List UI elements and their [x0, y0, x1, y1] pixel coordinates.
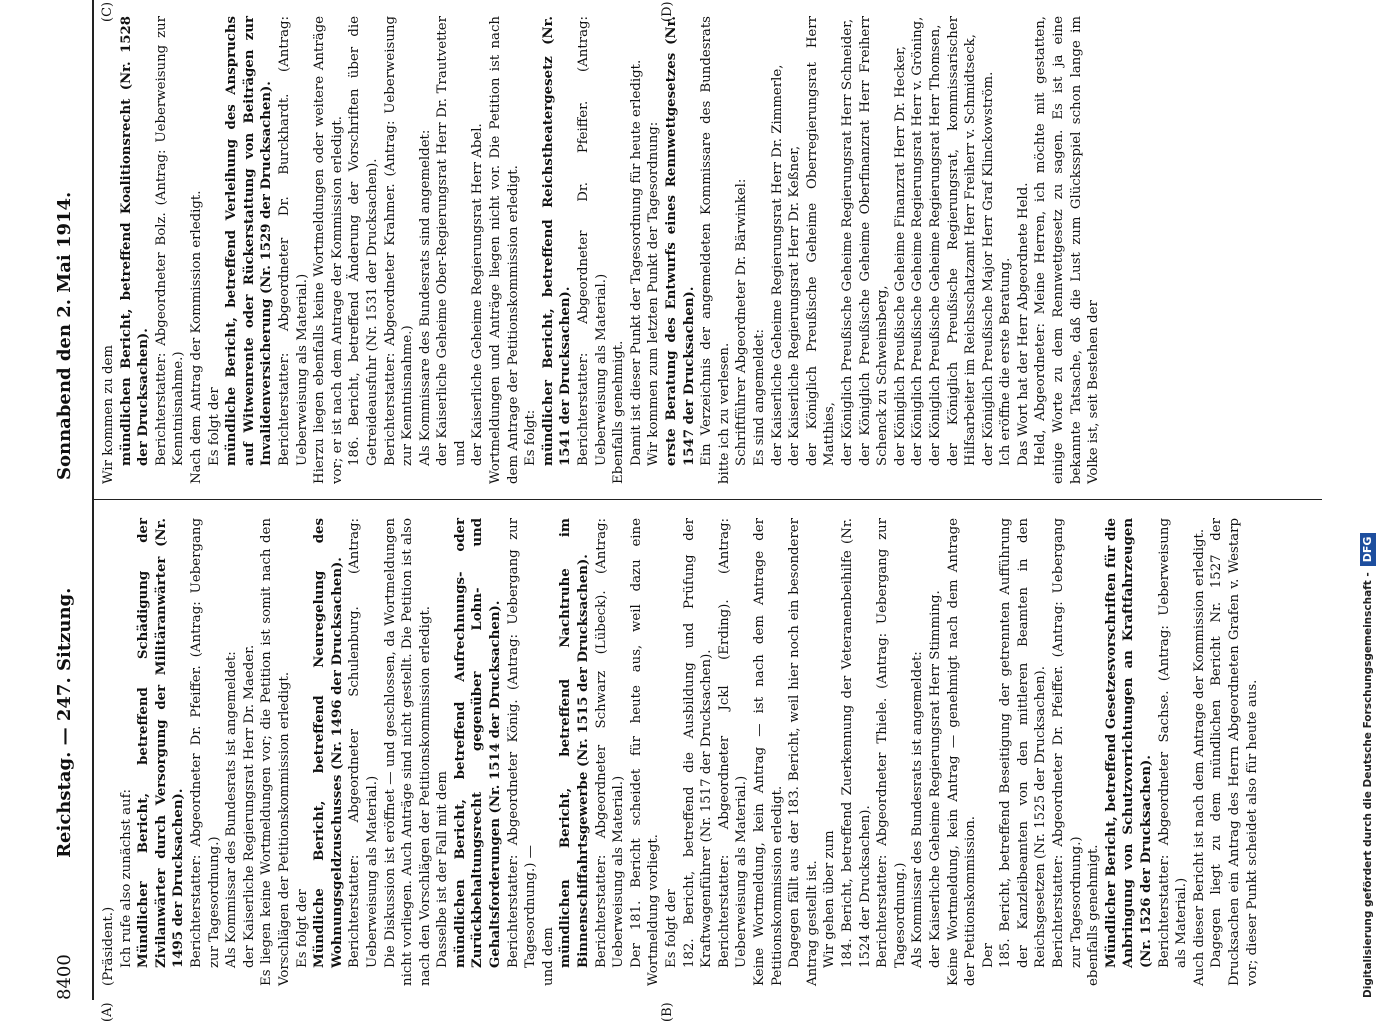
- left-running-title: Reichstag. — 247. Sitzung.: [54, 587, 75, 858]
- left-column: [100, 518, 1261, 986]
- paragraph: mündlichen Bericht, betreffend Nachtruhe im Binnenschiffahrtsgewerbe (Nr. 1515 der Drucksachen).: [558, 518, 592, 968]
- paragraph: 185. Bericht, betreffend Beseitigung der getrennten Aufführung der Kanzleibeamten von den mittleren Beamten in den Reichsgesetzen (Nr. 1525 der Drucksachen).: [998, 518, 1049, 968]
- paragraph: der Kaiserliche Geheime Regierungsrat Herr Stimming.: [927, 590, 943, 968]
- page-number: 8400: [54, 954, 75, 1000]
- paragraph: Als Kommissar des Bundesrats ist angemeldet:: [224, 651, 240, 968]
- paragraph: mündlicher Bericht, betreffend Reichstheatergesetz (Nr. 1541 der Drucksachen).: [540, 16, 574, 466]
- paragraph: Es folgt der: [664, 889, 679, 968]
- paragraph: der Königlich Preußische Geheime Regierungsrat Herr Thomsen,: [927, 24, 943, 466]
- dfg-logo: DFG: [1360, 533, 1376, 567]
- paragraph: Als Kommissare des Bundesrats sind angemeldet:: [417, 129, 433, 466]
- paragraph: Es sind angemeldet:: [751, 329, 767, 466]
- paragraph: der Kaiserliche Geheime Ober-Regierungsrat Herr Dr. Trautvetter und: [435, 16, 468, 466]
- paragraph: Berichterstatter: Abgeordneter Schwarz (Lübeck). (Antrag: Ueberweisung als Material.): [593, 518, 627, 968]
- paragraph: Berichterstatter: Abgeordneter Thiele. (Antrag: Uebergang zur Tagesordnung.): [875, 518, 908, 968]
- paragraph: Es folgt:: [523, 409, 539, 466]
- paragraph: Berichterstatter: Abgeordneter Jckl (Erding). (Antrag: Ueberweisung als Material.): [716, 518, 750, 968]
- paragraph: 184. Bericht, betreffend Zuerkennung der Veteranenbeihilfe (Nr. 1524 der Drucksachen).: [839, 518, 873, 968]
- paragraph: der Königlich Preußische Geheime Oberregierungsrat Herr Matthies,: [804, 16, 838, 466]
- paragraph: 182. Bericht, betreffend die Ausbildung und Prüfung der Kraftwagenführer (Nr. 1517 der Drucksachen).: [681, 518, 715, 968]
- paragraph: Held, Abgeordneter: Meine Herren, ich möchte mit gestatten, einige Worte zu dem Rennwettgesetz zu sagen. Es ist ja eine bekannte Tatsache, daß die Lust zum Glücksspiel schon lange im Volke ist, seit Bestehen der: [1033, 16, 1102, 484]
- paragraph: erste Beratung des Entwurfs eines Rennwettgesetzes (Nr. 1547 der Drucksachen).: [664, 16, 697, 466]
- paragraph: Keine Wortmeldung, kein Antrag — genehmigt nach dem Antrage der Petitionskommission.: [945, 518, 979, 986]
- paragraph: Auch dieser Bericht ist nach dem Antrage der Kommission erledigt.: [1191, 528, 1207, 986]
- paragraph: Berichterstatter: Abgeordneter Sachse. (Antrag: Ueberweisung als Material.): [1156, 518, 1190, 968]
- paragraph: Berichterstatter: Abgeordneter Dr. Burckhardt. (Antrag: Ueberweisung als Material.): [276, 16, 310, 466]
- paragraph: Berichterstatter: Abgeordneter Dr. Pfeiffer. (Antrag: Uebergang zur Tagesordnung.): [1051, 518, 1084, 968]
- paragraph: Dagegen liegt zu dem mündlichen Bericht Nr. 1527 der Drucksachen ein Antrag des Herrn Abgeordneten Grafen v. Westarp vor; dieser Punkt scheidet also für heute aus.: [1209, 518, 1260, 986]
- paragraph: der Kaiserliche Geheime Regierungsrat Herr Abel.: [470, 123, 486, 466]
- paragraph: mündliche Bericht, betreffend Verleihung des Anspruchs auf Witwenrente oder Rückerstattung von Beiträgen zur Invalidenversicherung (Nr. 1529 der Drucksachen).: [224, 16, 275, 466]
- paragraph: der Königlich Preußische Geheime Oberfinanzrat Herr Freiherr Schenck zu Schweinsberg,: [857, 16, 891, 466]
- paragraph: 186. Bericht, betreffend Änderung der Vorschriften über die Getreideausfuhr (Nr. 1531 der Drucksachen).: [347, 16, 380, 466]
- paragraph: Es folgt der: [294, 889, 310, 968]
- paragraph: Berichterstatter: Abgeordneter Krahmer. (Antrag: Ueberweisung zur Kenntnisnahme.): [382, 16, 416, 466]
- paragraph: Berichterstatter: Abgeordneter König. (Antrag: Uebergang zur Tagesordnung.) —: [505, 518, 539, 968]
- paragraph: Ich eröffne die erste Beratung.: [998, 257, 1014, 466]
- paragraph: mündlichen Bericht, betreffend Koalitionsrecht (Nr. 1528 der Drucksachen).: [118, 16, 152, 466]
- right-running-title: Sonnabend den 2. Mai 1914.: [54, 191, 75, 480]
- paragraph: Mündlicher Bericht, betreffend Gesetzesvorschriften für die Anbringung von Schutzvorrichtungen an Kraftfahrzeugen (Nr. 1526 der Drucksachen).: [1103, 518, 1155, 968]
- paragraph: Schriftführer Abgeordneter Dr. Bärwinkel:: [734, 178, 750, 466]
- paragraph: der Königlich Preußische Geheime Finanzrat Herr Dr. Hecker,: [892, 45, 908, 466]
- right-column: [100, 16, 1103, 484]
- paragraph: Wir gehen über zum: [822, 830, 838, 968]
- paragraph: Es liegen keine Wortmeldungen vor; die Petition ist somit nach den Vorschlägen der Petitionskommission erledigt.: [259, 518, 292, 986]
- paragraph: der Königlich Preußische Geheime Regierungsrat Herr Schneider,: [839, 18, 855, 466]
- paragraph: Mündlicher Bericht, betreffend Schädigung der Zivilanwärter durch Versorgung der Militäranwärter (Nr. 1495 der Drucksachen).: [136, 518, 187, 968]
- paragraph: Dagegen fällt aus der 183. Bericht, weil hier noch ein besonderer Antrag gestellt ist.: [787, 518, 820, 986]
- paragraph: Damit ist dieser Punkt der Tagesordnung für heute erledigt.: [628, 59, 644, 466]
- rotated-page: [40, 0, 1340, 1022]
- paragraph: Keine Wortmeldung, kein Antrag — ist nach dem Antrage der Petitionskommission erledigt.: [751, 518, 785, 986]
- paragraph: Hierzu liegen ebenfalls keine Wortmeldungen oder weitere Anträge vor; er ist nach dem Antrage der Kommission erledigt.: [312, 16, 345, 484]
- paragraph: Ich rufe also zunächst auf:: [118, 788, 134, 968]
- paragraph: der Königlich Preußische Regierungsrat, kommissarischer Hilfsarbeiter im Reichsschatzamt Herr Freiherr v. Schmidtseck,: [945, 16, 979, 466]
- paragraph: Die Diskussion ist eröffnet — und geschlossen, da Wortmeldungen nicht vorliegen. Auch Anträge sind nicht gestellt. Die Petition ist also nach den Vorschlägen der Petitionskommission erledigt.: [382, 518, 433, 986]
- paragraph: der Kaiserliche Regierungsrat Herr Dr. Keßner,: [787, 145, 803, 466]
- paragraph: der Königlich Preußische Geheime Regierungsrat Herr v. Gröning,: [910, 16, 926, 466]
- header-rule: [92, 0, 94, 1000]
- margin-marker-d: (D): [660, 1, 675, 22]
- paragraph: der Königlich Preußische Major Herr Graf Klinckowström.: [980, 71, 996, 466]
- paragraph: ebenfalls genehmigt.: [1086, 844, 1102, 986]
- column-divider: [92, 499, 1322, 500]
- paragraph: Mündliche Bericht, betreffend Neuregelung des Wohnungsgeldzuschusses (Nr. 1496 der Drucksachen).: [312, 518, 345, 968]
- paragraph: Wir kommen zum letzten Punkt der Tagesordnung:: [646, 121, 662, 466]
- paragraph: Berichterstatter: Abgeordneter Dr. Pfeiffer. (Antrag: Uebergang zur Tagesordnung.): [188, 518, 222, 968]
- paragraph: Nach dem Antrag der Kommission erledigt.: [188, 190, 204, 484]
- paragraph: Es folgt der: [206, 387, 222, 466]
- paragraph: Als Kommissar des Bundesrats ist angemeldet:: [910, 651, 926, 968]
- paragraph: und dem: [540, 927, 556, 986]
- paragraph: Ebenfalls genehmigt.: [611, 340, 627, 484]
- paragraph: der Kaiserliche Geheime Regierungsrat Herr Dr. Zimmerle,: [769, 64, 785, 466]
- paragraph: Wortmeldungen und Anträge liegen nicht vor. Die Petition ist nach dem Antrage der Petitionskommission erledigt.: [488, 16, 521, 484]
- paragraph: Der: [980, 943, 996, 968]
- paragraph: Berichterstatter: Abgeordneter Schulenburg. (Antrag: Ueberweisung als Material.): [347, 518, 380, 968]
- paragraph: Ein Verzeichnis der angemeldeten Kommissare des Bundesrats bitte ich zu verlesen.: [699, 16, 732, 484]
- margin-marker-b: (B): [660, 1002, 675, 1022]
- margin-marker-c: (C): [100, 1, 115, 22]
- paragraph: Dasselbe ist der Fall mit dem: [435, 771, 451, 968]
- paragraph: (Präsident.): [101, 906, 116, 986]
- paragraph: der Kaiserliche Regierungsrat Herr Dr. Maeder.: [241, 644, 257, 968]
- header-left: [54, 530, 88, 1000]
- digitization-text: Digitalisierung gefördert durch die Deutsche Forschungsgemeinschaft -: [1362, 572, 1374, 998]
- paragraph: Das Wort hat der Herr Abgeordnete Held.: [1015, 182, 1031, 466]
- paragraph: Berichterstatter: Abgeordneter Dr. Pfeiffer. (Antrag: Ueberweisung als Material.): [576, 16, 609, 466]
- paragraph: Wir kommen zu dem: [101, 345, 116, 484]
- paragraph: Berichterstatter: Abgeordneter Bolz. (Antrag: Ueberweisung zur Kenntnisnahme.): [153, 16, 187, 466]
- paragraph: Der 181. Bericht scheidet für heute aus, weil dazu eine Wortmeldung vorliegt.: [628, 518, 662, 986]
- digitization-note: [1356, 0, 1380, 998]
- margin-marker-a: (A): [100, 1002, 115, 1022]
- paragraph: mündlichen Bericht, betreffend Aufrechnungs- oder Zurückbehaltungsrecht gegenüber Lohn- und Gehaltsforderungen (Nr. 1514 der Drucksachen).: [452, 518, 504, 968]
